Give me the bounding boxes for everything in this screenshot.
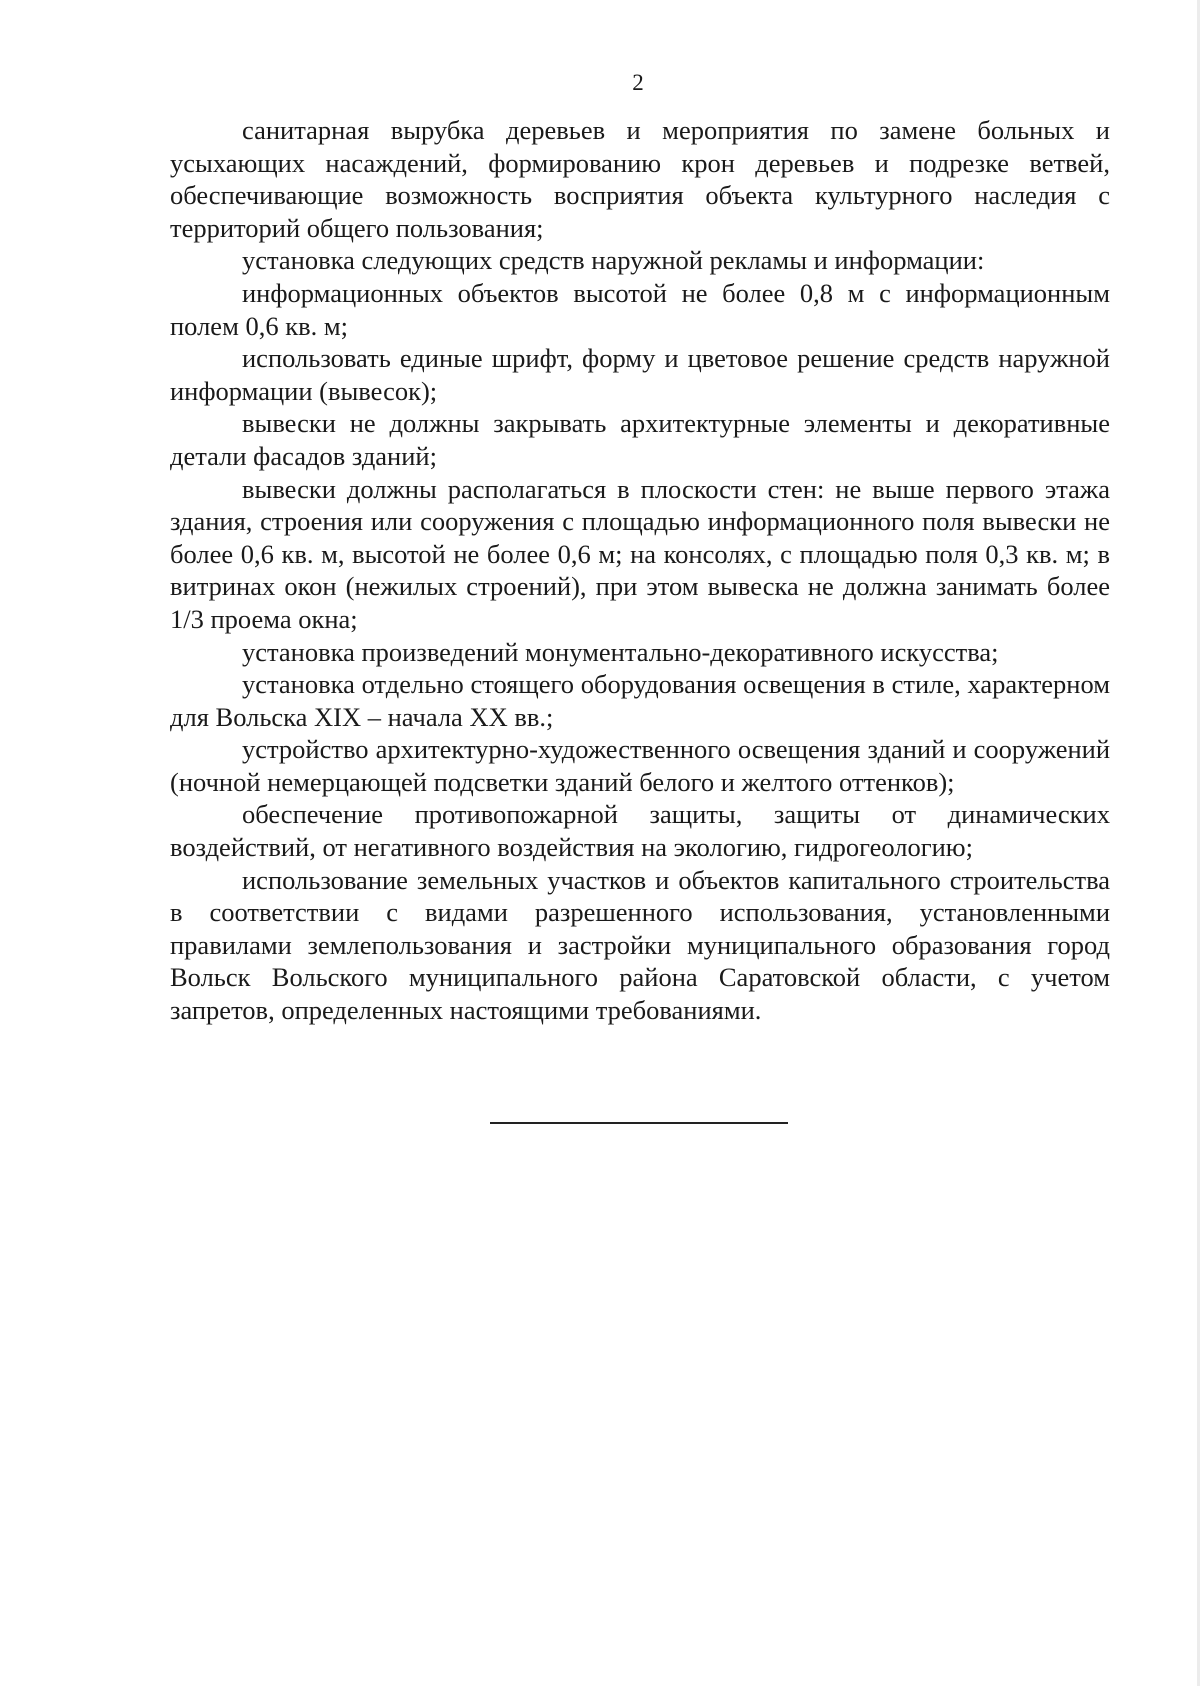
paragraph: информационных объектов высотой не более 0,8 м с информационным полем 0,6 кв. м; xyxy=(170,277,1110,341)
page-number: 2 xyxy=(632,70,644,95)
document-body xyxy=(170,114,1110,1027)
paragraph: установка отдельно стоящего оборудования освещения в стиле, характерном для Вольска XIX – начала XX вв.; xyxy=(170,669,1110,732)
paragraph: устройство архитектурно-художественного освещения зданий и сооружений (ночной немерцающей подсветки зданий белого и желтого оттенков); xyxy=(170,734,1110,797)
paragraph: обеспечение противопожарной защиты, защиты от динамических воздействий, от негативного воздействия на экологию, гидрогеологию; xyxy=(170,799,1110,863)
end-of-text-divider xyxy=(490,1122,788,1124)
paragraph: установка следующих средств наружной рекламы и информации: xyxy=(242,245,985,276)
paragraph: использовать единые шрифт, форму и цветовое решение средств наружной информации (вывесок); xyxy=(170,343,1110,406)
paragraph: использование земельных участков и объектов капитального строительства в соответствии с видами разрешенного использования, установленными правилами землепользования и застройки муниципального образования город Вольск Вольского муниципального района Саратовской области, с учетом запретов, определенных настоящими требованиями. xyxy=(170,864,1110,1026)
paragraph: вывески должны располагаться в плоскости стен: не выше первого этажа здания, строения или сооружения с площадью информационного поля вывески не более 0,6 кв. м, высотой не более 0,6 м; на консолях, с площадью поля 0,3 кв. м; в витринах окон (нежилых строений), при этом вывеска не должна занимать более 1/3 проема окна; xyxy=(170,473,1110,634)
paragraph: санитарная вырубка деревьев и мероприятия по замене больных и усыхающих насаждений, формированию крон деревьев и подрезке ветвей, обеспечивающие возможность восприятия объекта культурного наследия с территорий общего пользования; xyxy=(170,115,1110,243)
paragraph: вывески не должны закрывать архитектурные элементы и декоративные детали фасадов зданий; xyxy=(170,408,1110,471)
paragraph: установка произведений монументально-декоративного искусства; xyxy=(242,636,999,667)
